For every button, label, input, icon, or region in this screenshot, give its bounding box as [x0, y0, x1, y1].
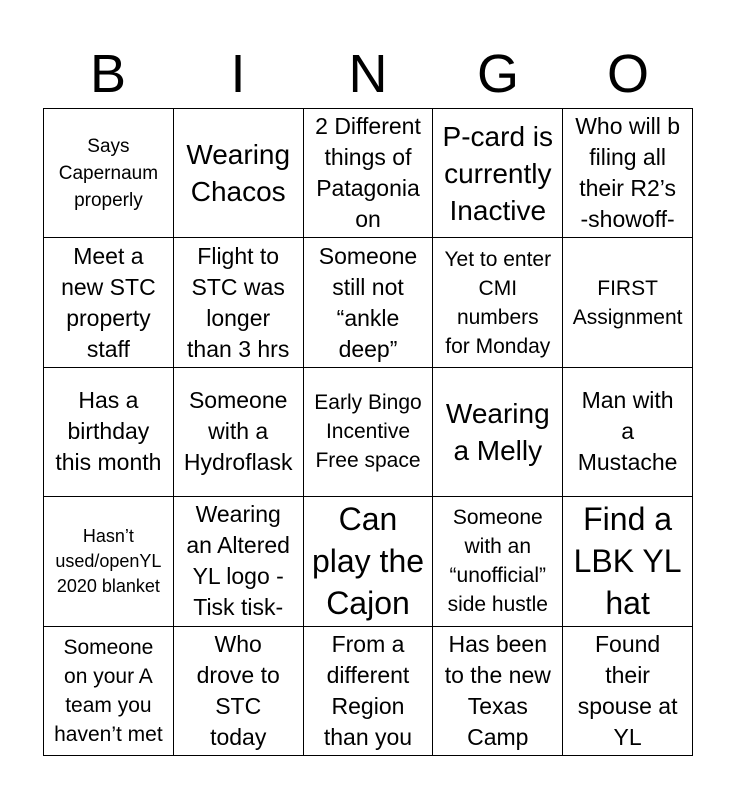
- cell-text: Meet a new STC property staff: [61, 242, 156, 362]
- bingo-cell-r0-c1[interactable]: [174, 109, 304, 238]
- bingo-cell-r3-c2[interactable]: [304, 497, 434, 626]
- bingo-cell-r2-c4[interactable]: [563, 368, 693, 497]
- bingo-cell-r4-c3[interactable]: [433, 627, 563, 756]
- header-letter-o: O: [606, 44, 649, 104]
- cell-text: Someone with an “unofficial” side hustle: [447, 506, 548, 617]
- cell-text: Man with a Mustache: [577, 387, 678, 476]
- bingo-board: [43, 108, 693, 756]
- bingo-cell-r4-c0[interactable]: [44, 627, 174, 756]
- cell-text: Someone on your A team you haven’t met: [54, 635, 163, 746]
- bingo-cell-r4-c2[interactable]: [304, 627, 434, 756]
- cell-text: Can play the Cajon: [311, 501, 425, 622]
- cell-text: Flight to STC was longer than 3 hrs: [187, 242, 290, 362]
- bingo-cell-r0-c3[interactable]: [433, 109, 563, 238]
- bingo-cell-r1-c3[interactable]: [433, 238, 563, 367]
- cell-text: Early Bingo Incentive Free space: [314, 391, 422, 473]
- cell-text: 2 Different things of Patagonia on: [315, 113, 421, 233]
- cell-text: Someone still not “ankle deep”: [318, 242, 418, 362]
- cell-text: Wearing a Melly: [445, 397, 550, 466]
- bingo-cell-r2-c2[interactable]: [304, 368, 434, 497]
- header-letter-g: G: [476, 44, 519, 104]
- bingo-cell-r1-c1[interactable]: [174, 238, 304, 367]
- cell-text: FIRST Assignment: [572, 276, 683, 329]
- bingo-cell-r0-c4[interactable]: [563, 109, 693, 238]
- bingo-cell-r2-c0[interactable]: [44, 368, 174, 497]
- cell-text: Has a birthday this month: [55, 387, 162, 476]
- cell-text: Has been to the new Texas Camp: [444, 630, 551, 750]
- cell-text: Who will b filing all their R2’s -showoff-: [575, 113, 680, 233]
- bingo-cell-r2-c1[interactable]: [174, 368, 304, 497]
- cell-text: Says Capernaum properly: [58, 135, 159, 211]
- bingo-cell-r3-c1[interactable]: [174, 497, 304, 626]
- header-letter-b: B: [89, 44, 127, 104]
- bingo-cell-r4-c1[interactable]: [174, 627, 304, 756]
- bingo-cell-r1-c4[interactable]: [563, 238, 693, 367]
- bingo-cell-r3-c0[interactable]: [44, 497, 174, 626]
- bingo-cell-r0-c0[interactable]: [44, 109, 174, 238]
- bingo-cell-r4-c4[interactable]: [563, 627, 693, 756]
- bingo-cell-r3-c4[interactable]: [563, 497, 693, 626]
- cell-text: Find a LBK YL hat: [573, 501, 682, 622]
- cell-text: Wearing an Altered YL logo - Tisk tisk-: [186, 501, 290, 621]
- header-letter-n: N: [348, 44, 388, 104]
- bingo-cell-r2-c3[interactable]: [433, 368, 563, 497]
- cell-text: Found their spouse at YL: [577, 630, 678, 750]
- cell-text: Yet to enter CMI numbers for Monday: [444, 247, 552, 358]
- cell-text: Someone with a Hydroflask: [183, 387, 293, 476]
- bingo-cell-r1-c2[interactable]: [304, 238, 434, 367]
- bingo-header: [43, 40, 693, 108]
- bingo-cell-r3-c3[interactable]: [433, 497, 563, 626]
- cell-text: From a different Region than you: [323, 630, 413, 750]
- bingo-cell-r0-c2[interactable]: [304, 109, 434, 238]
- cell-text: Wearing Chacos: [186, 139, 291, 208]
- cell-text: P-card is currently Inactive: [442, 120, 554, 226]
- cell-text: Who drove to STC today: [196, 630, 280, 750]
- cell-text: Hasn’t used/openYL 2020 blanket: [55, 525, 162, 596]
- bingo-cell-r1-c0[interactable]: [44, 238, 174, 367]
- header-letter-i: I: [230, 44, 246, 104]
